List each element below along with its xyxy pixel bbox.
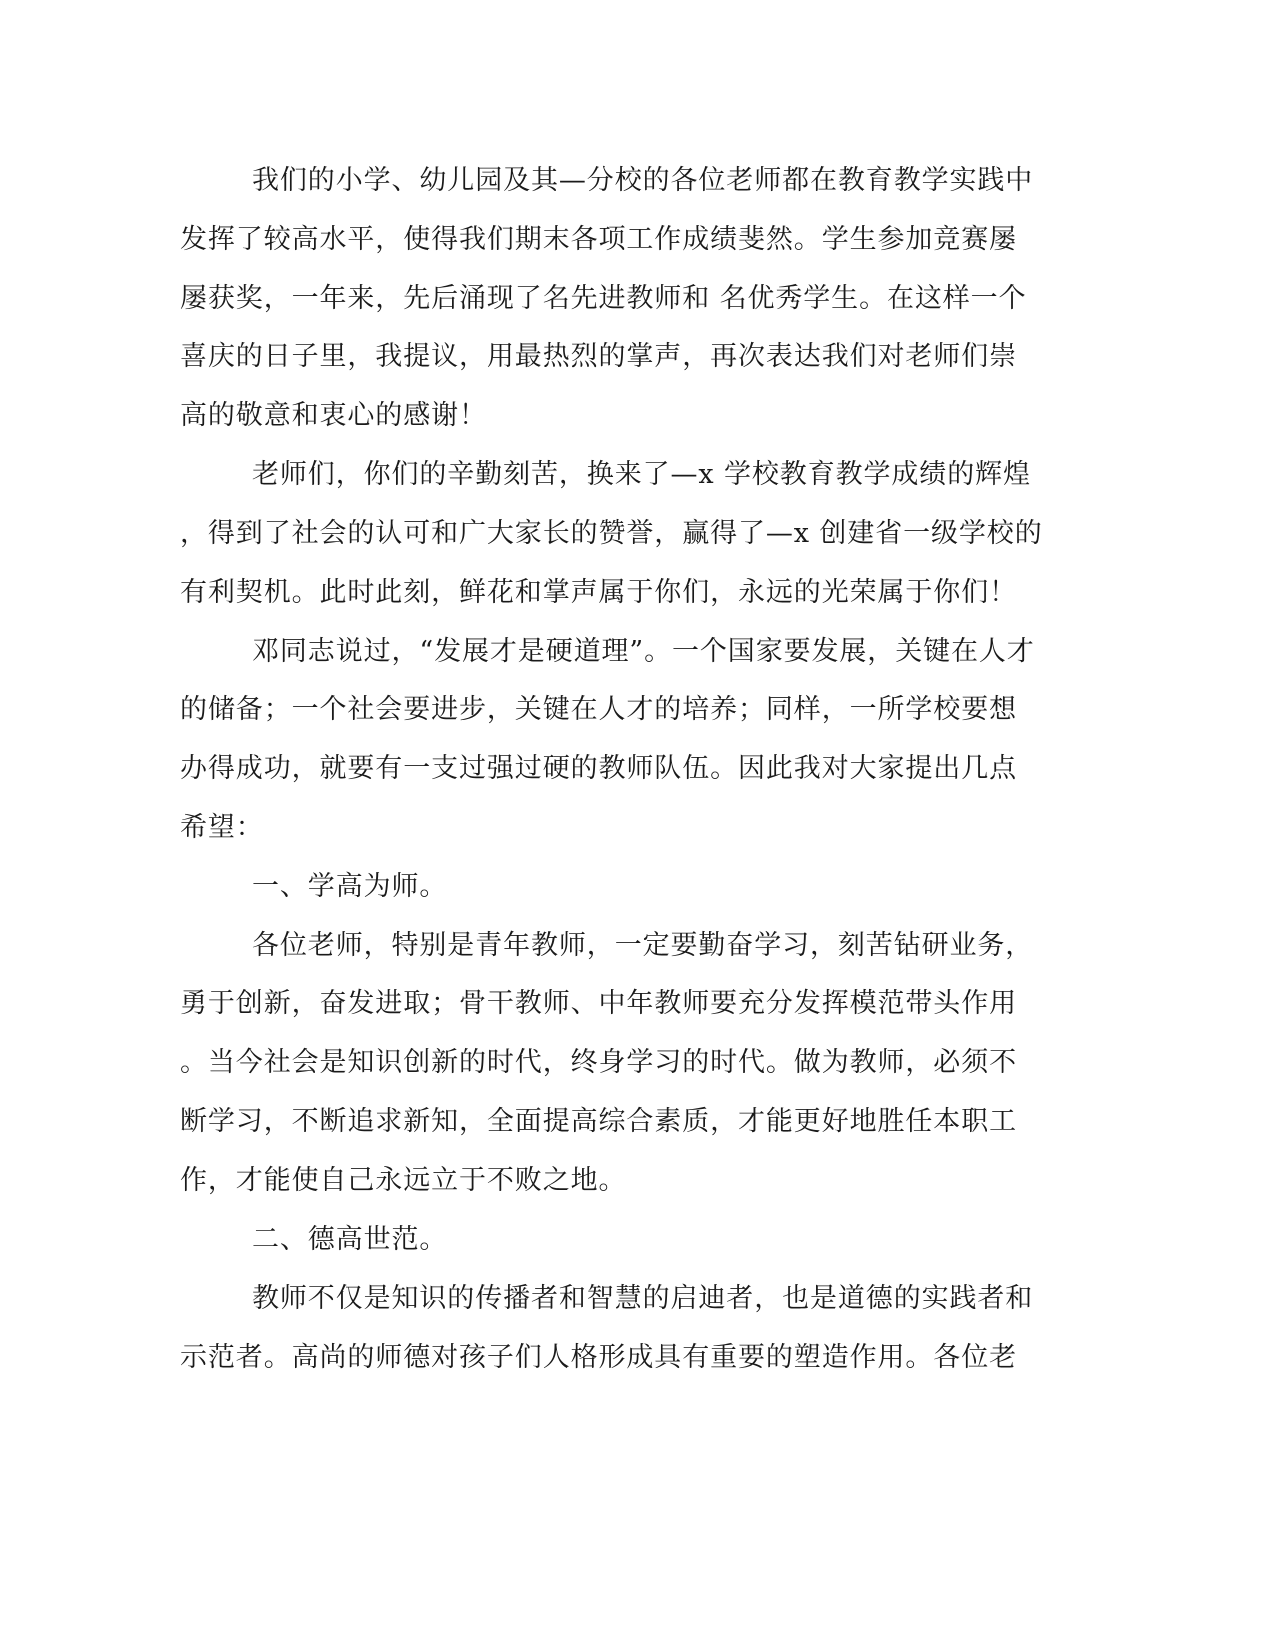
text-line: 勇于创新，奋发进取；骨干教师、中年教师要充分发挥模范带头作用 (180, 988, 1017, 1019)
text-line: 发挥了较高水平，使得我们期末各项工作成绩斐然。学生参加竞赛屡 (180, 224, 1017, 255)
text-line: 老师们，你们的辛勤刻苦，换来了—x 学校教育教学成绩的辉煌 (252, 459, 1031, 490)
text-line: 喜庆的日子里，我提议，用最热烈的掌声，再次表达我们对老师们崇 (180, 341, 1017, 372)
section-heading: 一、学高为师。 (252, 871, 448, 902)
text-line: 教师不仅是知识的传播者和智慧的启迪者，也是道德的实践者和 (252, 1283, 1034, 1314)
text-line: 屡获奖，一年来，先后涌现了名先进教师和 名优秀学生。在这样一个 (180, 283, 1027, 314)
text-line: 各位老师，特别是青年教师，一定要勤奋学习，刻苦钻研业务， (252, 930, 1034, 961)
text-line: 高的敬意和衷心的感谢！ (180, 400, 487, 431)
text-line: 作，才能使自己永远立于不败之地。 (180, 1165, 627, 1196)
text-line: 断学习，不断追求新知，全面提高综合素质，才能更好地胜任本职工 (180, 1106, 1017, 1137)
text-line: 示范者。高尚的师德对孩子们人格形成具有重要的塑造作用。各位老 (180, 1342, 1017, 1373)
text-line: ，得到了社会的认可和广大家长的赞誉，赢得了—x 创建省一级学校的 (180, 518, 1043, 549)
text-line: 我们的小学、幼儿园及其—分校的各位老师都在教育教学实践中 (252, 165, 1034, 196)
text-line: 。当今社会是知识创新的时代，终身学习的时代。做为教师，必须不 (180, 1047, 1017, 1078)
text-line: 希望： (180, 812, 264, 843)
section-heading: 二、德高世范。 (252, 1224, 448, 1255)
text-line: 办得成功，就要有一支过强过硬的教师队伍。因此我对大家提出几点 (180, 753, 1017, 784)
text-line: 的储备；一个社会要进步，关键在人才的培养；同样，一所学校要想 (180, 694, 1017, 725)
text-line: 有利契机。此时此刻，鲜花和掌声属于你们，永远的光荣属于你们！ (180, 577, 1017, 608)
text-line: 邓同志说过，“发展才是硬道理”。一个国家要发展，关键在人才 (252, 636, 1035, 667)
